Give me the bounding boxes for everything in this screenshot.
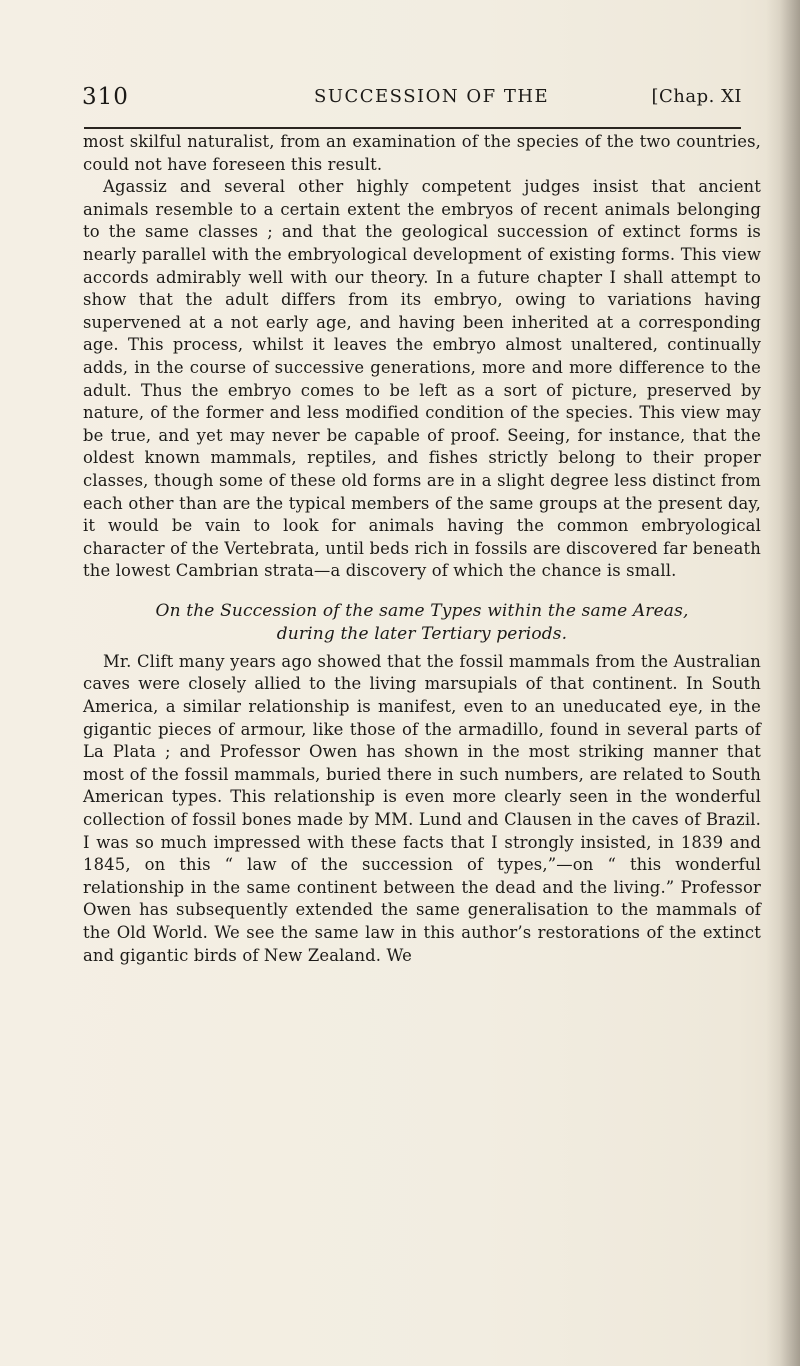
paragraph-continued: most skilful naturalist, from an examination of the species of the two countries, could not have foreseen this result.	[83, 132, 761, 174]
header-rule	[84, 127, 741, 129]
paragraph-clift: Mr. Clift many years ago showed that the fossil mammals from the Australian caves were closely allied to the living marsupials of that continent. In South America, a similar relationship is manifest, even to an uneducated eye, in the gigantic pieces of armour, like those of the armadillo, found in several parts of La Plata ; and Professor Owen has shown in the most striking manner that most of the fossil mammals, buried there in such numbers, are related to South American types. This relationship is even more clearly seen in the wonderful collection of fossil bones made by MM. Lund and Clausen in the caves of Brazil. I was so much impressed with these facts that I strongly insisted, in 1839 and 1845, on this “ law of the succession of types,”—on “ this wonderful relationship in the same continent between the dead and the living.” Professor Owen has subsequently extended the same generalisation to the mammals of the Old World. We see the same law in this author’s restorations of the extinct and gigantic birds of New Zealand. We	[83, 651, 761, 965]
chapter-reference: [Chap. XI	[651, 86, 742, 107]
page-header	[82, 84, 742, 124]
paragraph-agassiz: Agassiz and several other highly competent judges insist that ancient animals resemble to a certain extent the embryos of recent animals belonging to the same classes ; and that the geological succession of extinct forms is nearly parallel with the embryological development of existing forms. This view accords admirably well with our theory. In a future chapter I shall attempt to show that the adult differs from its embryo, owing to variations having supervened at a not early age, and having been inherited at a corresponding age. This process, whilst it leaves the embryo almost unaltered, continually adds, in the course of successive generations, more and more difference to the adult. Thus the embryo comes to be left as a sort of picture, preserved by nature, of the former and less modified condition of the species. This view may be true, and yet may never be capable of proof. Seeing, for instance, that the oldest known mammals, reptiles, and fishes strictly belong to their proper classes, though some of these old forms are in a slight degree less distinct from each other than are the typical members of the same groups at the present day, it would be vain to look for animals having the common embryological character of the Vertebrata, until beds rich in fossils are discovered far beneath the lowest Cambrian strata—a discovery of which the chance is small.	[83, 177, 761, 581]
body-text	[83, 131, 761, 967]
running-head: SUCCESSION OF THE	[314, 86, 550, 107]
section-heading	[83, 600, 761, 646]
page-binding-shadow	[766, 0, 800, 1366]
section-heading-line-1: On the Succession of the same Types within the same Areas,	[155, 600, 689, 621]
page-number: 310	[82, 84, 129, 110]
section-heading-line-2: during the later Tertiary periods.	[276, 623, 568, 644]
